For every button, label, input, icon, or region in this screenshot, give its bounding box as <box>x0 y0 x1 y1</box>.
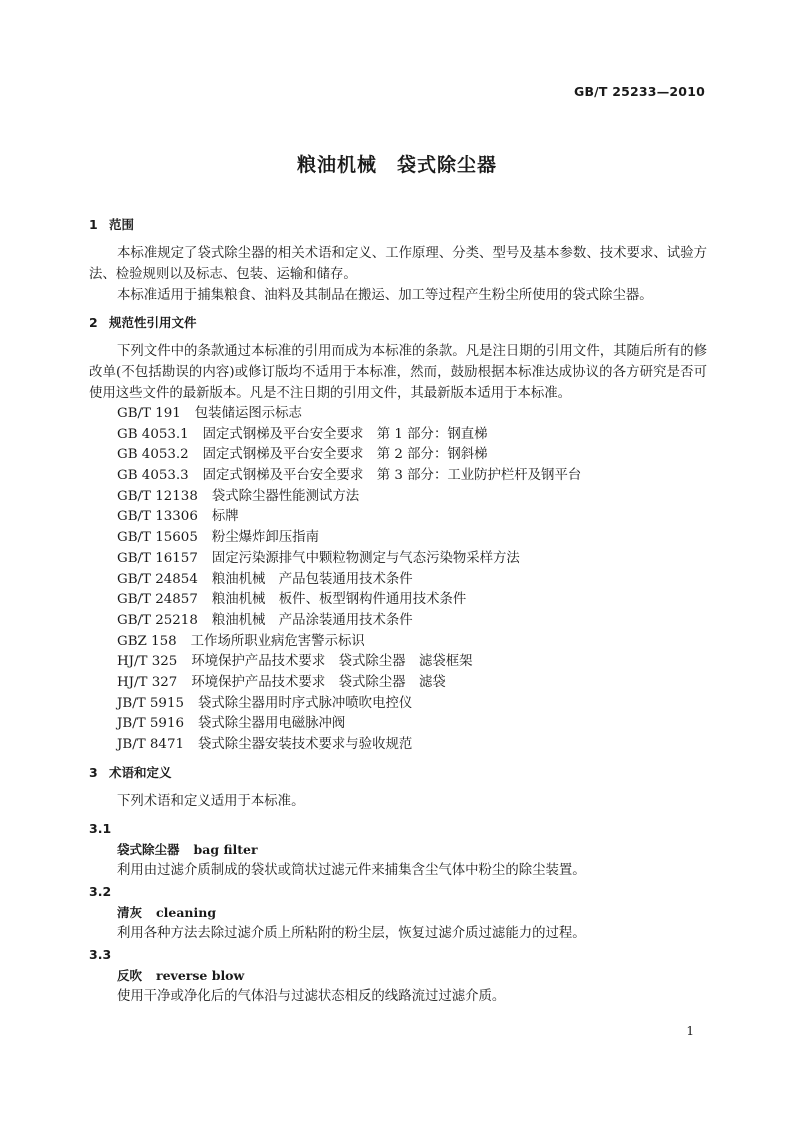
term-definition: 利用由过滤介质制成的袋状或筒状过滤元件来捕集含尘气体中粉尘的除尘装置。 <box>117 862 586 878</box>
term-name <box>117 965 707 986</box>
reference-item <box>117 735 707 756</box>
reference-code: HJ/T 325 <box>117 654 178 670</box>
reference-code: GBZ 158 <box>117 633 177 649</box>
reference-title: 固定式钢梯及平台安全要求 第 2 部分：钢斜梯 <box>202 447 488 463</box>
reference-title: 固定污染源排气中颗粒物测定与气态污染物采样方法 <box>211 550 520 566</box>
term-zh: 清灰 <box>117 904 143 920</box>
reference-code: JB/T 5915 <box>117 695 184 711</box>
term-definition: 使用干净或净化后的气体沿与过滤状态相反的线路流过过滤介质。 <box>117 988 506 1004</box>
paragraph: 下列术语和定义适用于本标准。 <box>117 793 305 809</box>
section-title: 范围 <box>109 217 135 232</box>
reference-code: HJ/T 327 <box>117 674 178 690</box>
reference-code: GB 4053.1 <box>117 426 189 442</box>
reference-code: GB/T 16157 <box>117 550 198 566</box>
section-title: 规范性引用文件 <box>109 315 197 330</box>
reference-title: 环境保护产品技术要求 袋式除尘器 滤袋框架 <box>191 654 473 670</box>
reference-title: 环境保护产品技术要求 袋式除尘器 滤袋 <box>191 674 446 690</box>
page-number: 1 <box>686 1024 694 1038</box>
section-number: 2 <box>89 315 98 330</box>
reference-item <box>117 445 707 466</box>
section-1-heading <box>89 214 707 236</box>
term-number: 3.1 <box>89 820 112 836</box>
reference-code: JB/T 8471 <box>117 737 184 752</box>
reference-code: GB/T 13306 <box>117 509 198 525</box>
reference-code: GB/T 25218 <box>117 612 198 628</box>
reference-title: 固定式钢梯及平台安全要求 第 3 部分：工业防护栏杆及钢平台 <box>202 468 582 484</box>
paragraph: 本标准规定了袋式除尘器的相关术语和定义、工作原理、分类、型号及基本参数、技术要求、试验方法、检验规则以及标志、包装、运输和储存。 <box>89 246 707 282</box>
term-name <box>117 902 707 923</box>
reference-code: GB/T 191 <box>117 406 181 421</box>
reference-item <box>117 652 707 673</box>
reference-title: 袋式除尘器用时序式脉冲喷吹电控仪 <box>198 695 413 711</box>
reference-list <box>117 404 707 756</box>
reference-code: JB/T 5916 <box>117 716 184 732</box>
term-en: cleaning <box>156 904 217 920</box>
reference-item <box>117 549 707 570</box>
reference-code: GB 4053.2 <box>117 447 189 463</box>
reference-code: GB/T 15605 <box>117 530 198 546</box>
reference-title: 粮油机械 板件、板型钢构件通用技术条件 <box>211 592 467 608</box>
reference-title: 袋式除尘器性能测试方法 <box>211 488 360 504</box>
reference-title: 固定式钢梯及平台安全要求 第 1 部分：钢直梯 <box>202 426 488 442</box>
reference-code: GB/T 24854 <box>117 571 198 587</box>
reference-title: 粮油机械 产品涂装通用技术条件 <box>211 612 413 628</box>
section-3-heading <box>89 762 707 784</box>
reference-title: 粉尘爆炸卸压指南 <box>211 530 319 546</box>
section-number: 3 <box>89 764 98 780</box>
term-zh: 袋式除尘器 <box>117 841 180 857</box>
reference-code: GB/T 12138 <box>117 488 198 504</box>
document-body <box>89 214 707 1007</box>
term-definition: 利用各种方法去除过滤介质上所粘附的粉尘层，恢复过滤介质过滤能力的过程。 <box>117 925 586 941</box>
paragraph: 本标准适用于捕集粮食、油料及其制品在搬运、加工等过程产生粉尘所使用的袋式除尘器。 <box>117 288 653 303</box>
term-number: 3.2 <box>89 883 112 899</box>
reference-item <box>117 425 707 446</box>
reference-item <box>117 611 707 632</box>
term-en: reverse blow <box>156 967 245 983</box>
reference-code: GB 4053.3 <box>117 468 189 484</box>
reference-title: 袋式除尘器用电磁脉冲阀 <box>198 716 346 732</box>
document-title: 粮油机械 袋式除尘器 <box>296 154 497 176</box>
term-name <box>117 839 707 860</box>
reference-title: 包装储运图示标志 <box>194 406 302 421</box>
reference-item <box>117 694 707 715</box>
reference-item <box>117 528 707 549</box>
reference-item <box>117 570 707 591</box>
reference-item <box>117 590 707 611</box>
reference-title: 袋式除尘器安装技术要求与验收规范 <box>198 737 413 752</box>
reference-item <box>117 487 707 508</box>
reference-item <box>117 507 707 528</box>
section-title: 术语和定义 <box>109 764 172 780</box>
term-en: bag filter <box>193 841 258 857</box>
term-number: 3.3 <box>89 946 112 962</box>
reference-item <box>117 632 707 653</box>
reference-title: 粮油机械 产品包装通用技术条件 <box>211 571 413 587</box>
standard-code: GB/T 25233—2010 <box>573 84 705 99</box>
reference-title: 工作场所职业病危害警示标识 <box>190 633 365 649</box>
reference-item <box>117 673 707 694</box>
section-number: 1 <box>89 217 98 232</box>
reference-item <box>117 714 707 735</box>
section-2-heading <box>89 312 707 334</box>
reference-code: GB/T 24857 <box>117 592 198 608</box>
reference-item <box>117 404 707 425</box>
paragraph: 下列文件中的条款通过本标准的引用而成为本标准的条款。凡是注日期的引用文件，其随后所有的修改单(不包括勘误的内容)或修订版均不适用于本标准，然而，鼓励根据本标准达成协议的各方研究是否可使用这些文件的最新版本。凡是不注日期的引用文件，其最新版本适用于本标准。 <box>89 344 707 401</box>
reference-title: 标牌 <box>211 509 239 525</box>
term-zh: 反吹 <box>117 967 143 983</box>
reference-item <box>117 466 707 487</box>
